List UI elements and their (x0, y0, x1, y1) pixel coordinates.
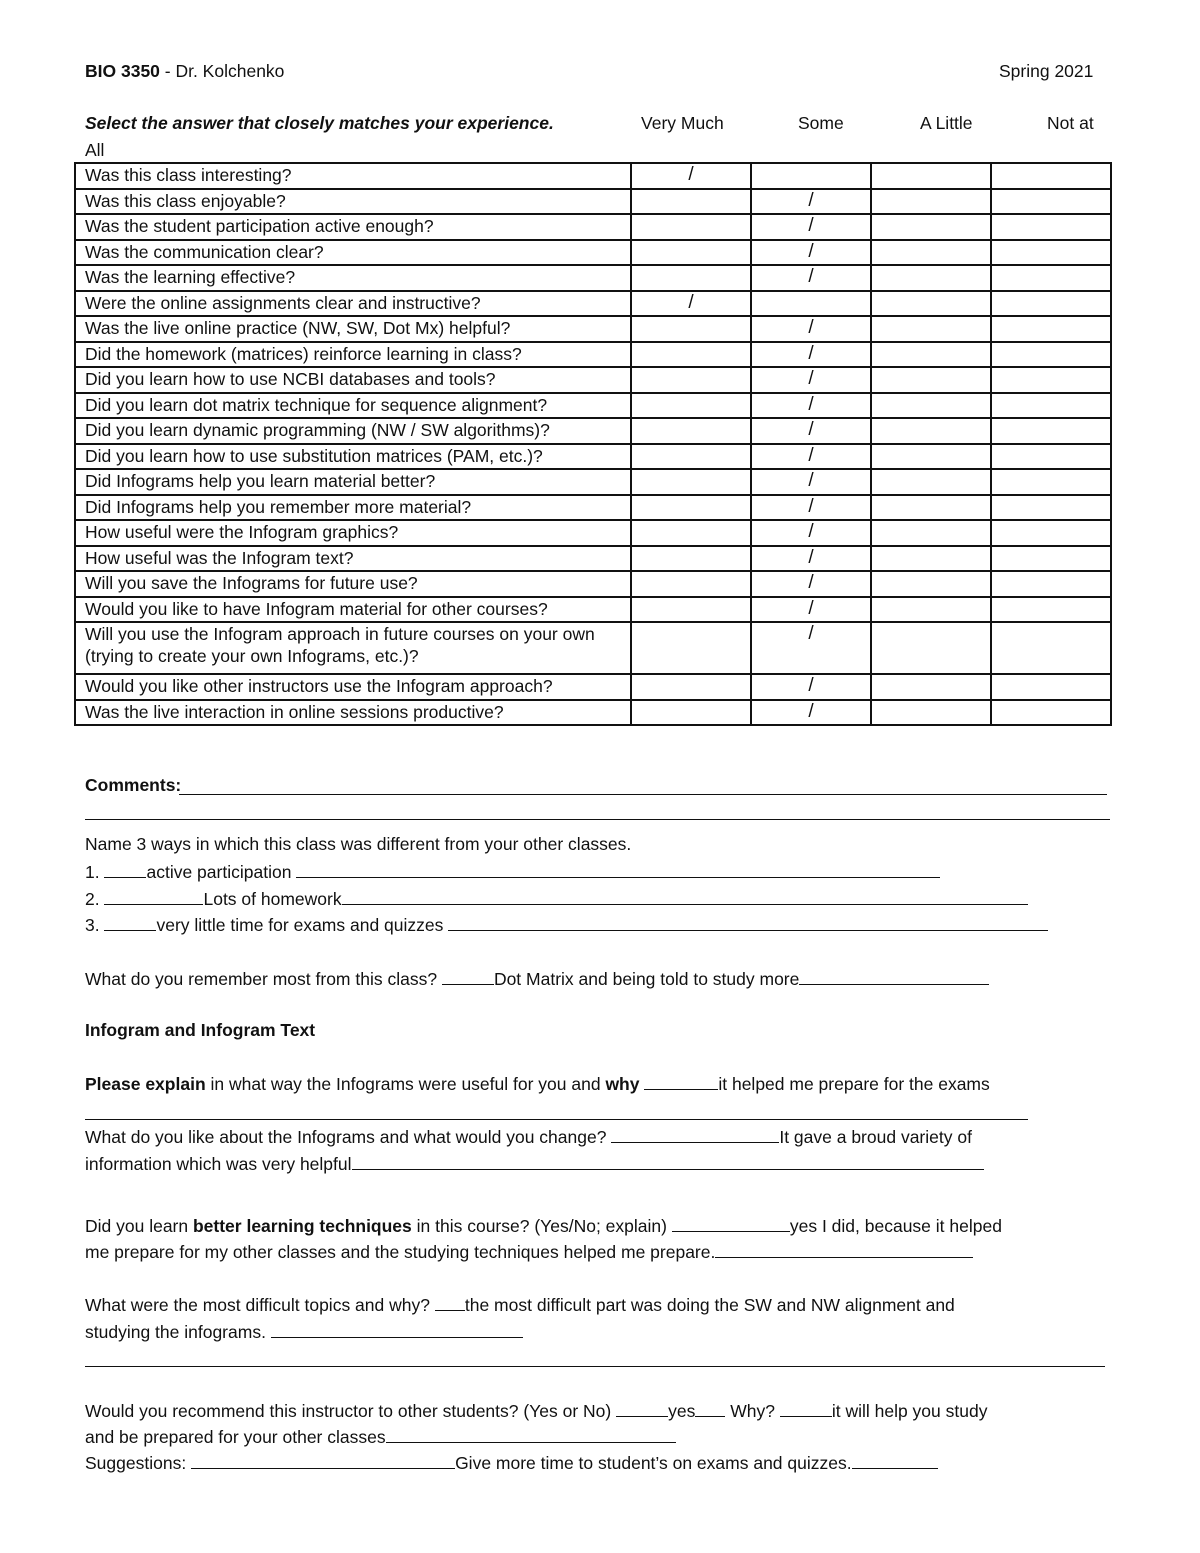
answer-cell-not-at-all[interactable] (991, 214, 1111, 240)
survey-row (75, 444, 1111, 470)
term-label: Spring 2021 (999, 61, 1094, 81)
answer-cell-very-much[interactable] (631, 265, 751, 291)
answer-cell-a-little[interactable] (871, 546, 991, 572)
answer-cell-a-little[interactable] (871, 393, 991, 419)
selection-mark: / (808, 495, 814, 517)
answer-cell-some[interactable] (751, 469, 871, 495)
selection-mark: / (808, 700, 814, 722)
answer-cell-a-little[interactable] (871, 291, 991, 317)
answer-cell-very-much[interactable] (631, 444, 751, 470)
survey-row (75, 393, 1111, 419)
answer-cell-a-little[interactable] (871, 189, 991, 215)
answer-cell-very-much[interactable] (631, 469, 751, 495)
ways-answer-1[interactable]: active participation (146, 862, 292, 882)
suggestions-line (85, 1451, 938, 1474)
survey-row (75, 316, 1111, 342)
difficult-line-3[interactable] (85, 1366, 1105, 1367)
survey-row (75, 367, 1111, 393)
survey-row (75, 163, 1111, 189)
survey-row (75, 700, 1111, 726)
answer-cell-very-much[interactable] (631, 546, 751, 572)
infogram-explain-line: Please explain in what way the Infograms were useful for you and why it helped me prepare for the exams (85, 1074, 990, 1094)
selection-mark: / (808, 393, 814, 415)
selection-mark: / (808, 317, 814, 338)
answer-cell-not-at-all[interactable] (991, 367, 1111, 393)
techniques-answer-2[interactable]: me prepare for my other classes and the studying techniques helped me prepare. (85, 1242, 716, 1262)
answer-cell-very-much[interactable] (631, 163, 751, 189)
answer-cell-not-at-all[interactable] (991, 674, 1111, 700)
answer-cell-some[interactable] (751, 163, 871, 189)
selection-mark: / (808, 342, 814, 364)
techniques-line: Did you learn better learning techniques in this course? (Yes/No; explain) yes I did, because it helped (85, 1216, 1002, 1236)
ways-item-3: 3. very little time for exams and quizzes (85, 913, 1048, 936)
comments-label: Comments: (85, 775, 182, 795)
survey-question: How useful were the Infogram graphics? (75, 520, 631, 546)
answer-cell-not-at-all[interactable] (991, 393, 1111, 419)
remember-prompt: What do you remember most from this class? (85, 969, 438, 989)
infogram-like-line: What do you like about the Infograms and what would you change? It gave a broud variety of (85, 1127, 972, 1147)
difficult-answer-2[interactable]: studying the infograms. (85, 1322, 266, 1342)
answer-cell-a-little[interactable] (871, 240, 991, 266)
answer-cell-not-at-all[interactable] (991, 469, 1111, 495)
survey-question: Did you learn dynamic programming (NW / SW algorithms)? (75, 418, 631, 444)
column-header-overflow: All (85, 140, 105, 160)
answer-cell-some[interactable] (751, 367, 871, 393)
answer-cell-a-little[interactable] (871, 265, 991, 291)
answer-cell-very-much[interactable] (631, 622, 751, 674)
answer-cell-not-at-all[interactable] (991, 189, 1111, 215)
answer-cell-not-at-all[interactable] (991, 622, 1111, 674)
answer-cell-some[interactable] (751, 571, 871, 597)
answer-cell-some[interactable] (751, 316, 871, 342)
answer-cell-some[interactable] (751, 393, 871, 419)
infogram-like-line-2 (85, 1152, 984, 1175)
survey-row (75, 674, 1111, 700)
ways-answer-3[interactable]: very little time for exams and quizzes (156, 915, 444, 935)
answer-cell-some[interactable] (751, 622, 871, 674)
answer-cell-very-much[interactable] (631, 367, 751, 393)
answer-cell-some[interactable] (751, 444, 871, 470)
answer-cell-a-little[interactable] (871, 342, 991, 368)
answer-cell-not-at-all[interactable] (991, 240, 1111, 266)
survey-row (75, 495, 1111, 521)
survey-question: Did you learn how to use substitution matrices (PAM, etc.)? (75, 444, 631, 470)
answer-cell-not-at-all[interactable] (991, 571, 1111, 597)
answer-cell-a-little[interactable] (871, 469, 991, 495)
answer-cell-very-much[interactable] (631, 291, 751, 317)
ways-prompt: Name 3 ways in which this class was different from your other classes. (85, 834, 632, 854)
answer-cell-some[interactable] (751, 342, 871, 368)
answer-cell-a-little[interactable] (871, 622, 991, 674)
selection-mark: / (808, 675, 814, 696)
answer-cell-some[interactable] (751, 214, 871, 240)
answer-cell-not-at-all[interactable] (991, 418, 1111, 444)
comments-line-1[interactable] (179, 794, 1107, 795)
selection-mark: / (808, 597, 814, 619)
survey-row (75, 597, 1111, 623)
infogram-explain-line-2[interactable] (85, 1119, 1028, 1120)
answer-cell-not-at-all[interactable] (991, 265, 1111, 291)
ways-answer-2[interactable]: Lots of homework (203, 889, 342, 909)
selection-mark: / (808, 215, 814, 236)
suggestions-answer[interactable]: Give more time to student’s on exams and quizzes. (455, 1453, 852, 1473)
infogram-heading: Infogram and Infogram Text (85, 1020, 316, 1040)
ways-item-2: 2. Lots of homework (85, 887, 1028, 910)
selection-mark: / (808, 521, 814, 542)
infogram-like-answer-2[interactable]: information which was very helpful (85, 1154, 352, 1174)
survey-question: Was this class enjoyable? (75, 189, 631, 215)
answer-cell-some[interactable] (751, 495, 871, 521)
survey-question: Would you like other instructors use the Infogram approach? (75, 674, 631, 700)
survey-table-body (75, 163, 1111, 725)
answer-cell-a-little[interactable] (871, 418, 991, 444)
recommend-line: Would you recommend this instructor to other students? (Yes or No) yes Why? it will help you study (85, 1401, 988, 1421)
answer-cell-not-at-all[interactable] (991, 342, 1111, 368)
survey-question: Were the online assignments clear and instructive? (75, 291, 631, 317)
infogram-explain-answer[interactable]: it helped me prepare for the exams (718, 1074, 990, 1094)
answer-cell-a-little[interactable] (871, 444, 991, 470)
answer-cell-not-at-all[interactable] (991, 444, 1111, 470)
answer-cell-very-much[interactable] (631, 393, 751, 419)
answer-cell-some[interactable] (751, 597, 871, 623)
survey-row (75, 418, 1111, 444)
answer-cell-a-little[interactable] (871, 316, 991, 342)
column-header-a-little: A Little (920, 113, 973, 133)
survey-question: Was the learning effective? (75, 265, 631, 291)
answer-cell-very-much[interactable] (631, 674, 751, 700)
selection-mark: / (808, 189, 814, 211)
answer-cell-a-little[interactable] (871, 163, 991, 189)
answer-cell-some[interactable] (751, 700, 871, 726)
remember-answer[interactable]: Dot Matrix and being told to study more (493, 969, 800, 989)
survey-question: Was the student participation active enough? (75, 214, 631, 240)
techniques-line-2 (85, 1240, 973, 1263)
answer-cell-not-at-all[interactable] (991, 546, 1111, 572)
answer-cell-a-little[interactable] (871, 571, 991, 597)
difficult-line: What were the most difficult topics and why? the most difficult part was doing the SW and NW alignment and (85, 1295, 955, 1315)
recommend-line-2 (85, 1425, 676, 1448)
survey-row (75, 214, 1111, 240)
remember-line (85, 967, 989, 990)
answer-cell-not-at-all[interactable] (991, 700, 1111, 726)
course-code: BIO 3350 (85, 61, 160, 81)
survey-question: Did Infograms help you learn material better? (75, 469, 631, 495)
survey-row (75, 469, 1111, 495)
survey-question: Was the communication clear? (75, 240, 631, 266)
survey-row (75, 342, 1111, 368)
selection-mark: / (808, 623, 814, 644)
answer-cell-not-at-all[interactable] (991, 520, 1111, 546)
survey-table (74, 162, 1112, 726)
answer-cell-some[interactable] (751, 291, 871, 317)
answer-cell-very-much[interactable] (631, 214, 751, 240)
answer-cell-very-much[interactable] (631, 571, 751, 597)
survey-row (75, 571, 1111, 597)
recommend-why-answer-1[interactable]: it will help you study (831, 1401, 988, 1421)
recommend-why-answer-2[interactable]: and be prepared for your other classes (85, 1427, 386, 1447)
answer-cell-very-much[interactable] (631, 342, 751, 368)
survey-question: Did Infograms help you remember more material? (75, 495, 631, 521)
selection-mark: / (808, 240, 814, 262)
survey-question: Did you learn how to use NCBI databases and tools? (75, 367, 631, 393)
answer-cell-not-at-all[interactable] (991, 291, 1111, 317)
survey-row (75, 240, 1111, 266)
answer-cell-very-much[interactable] (631, 700, 751, 726)
survey-question: Would you like to have Infogram material for other courses? (75, 597, 631, 623)
answer-cell-some[interactable] (751, 240, 871, 266)
answer-cell-not-at-all[interactable] (991, 597, 1111, 623)
answer-cell-very-much[interactable] (631, 495, 751, 521)
answer-cell-very-much[interactable] (631, 316, 751, 342)
survey-row (75, 291, 1111, 317)
answer-cell-not-at-all[interactable] (991, 495, 1111, 521)
suggestions-label: Suggestions: (85, 1453, 187, 1473)
recommend-answer[interactable]: yes (668, 1401, 696, 1421)
instructor-name: - Dr. Kolchenko (159, 61, 285, 81)
column-header-some: Some (798, 113, 844, 133)
answer-cell-a-little[interactable] (871, 674, 991, 700)
answer-cell-some[interactable] (751, 546, 871, 572)
answer-cell-very-much[interactable] (631, 418, 751, 444)
survey-row (75, 520, 1111, 546)
answer-cell-a-little[interactable] (871, 597, 991, 623)
column-header-very-much: Very Much (641, 113, 724, 133)
column-header-not-at-all: Not at (1047, 113, 1094, 133)
answer-cell-a-little[interactable] (871, 700, 991, 726)
answer-cell-some[interactable] (751, 265, 871, 291)
survey-question: Was this class interesting? (75, 163, 631, 189)
answer-cell-a-little[interactable] (871, 520, 991, 546)
infogram-like-answer-1[interactable]: It gave a broud variety of (779, 1127, 972, 1147)
survey-question: Did you learn dot matrix technique for sequence alignment? (75, 393, 631, 419)
page-header (85, 60, 284, 82)
survey-question: Was the live interaction in online sessions productive? (75, 700, 631, 726)
techniques-answer-1[interactable]: yes I did, because it helped (789, 1216, 1002, 1236)
answer-cell-some[interactable] (751, 520, 871, 546)
difficult-answer-1[interactable]: the most difficult part was doing the SW and NW alignment and (464, 1295, 955, 1315)
answer-cell-very-much[interactable] (631, 520, 751, 546)
survey-row (75, 265, 1111, 291)
selection-mark: / (808, 368, 814, 389)
selection-mark: / (808, 470, 814, 491)
answer-cell-a-little[interactable] (871, 214, 991, 240)
selection-mark: / (808, 444, 814, 466)
survey-question: Will you save the Infograms for future use? (75, 571, 631, 597)
selection-mark: / (808, 546, 814, 568)
survey-row (75, 622, 1111, 674)
survey-row (75, 189, 1111, 215)
survey-question: Was the live online practice (NW, SW, Dot Mx) helpful? (75, 316, 631, 342)
selection-mark: / (688, 164, 694, 185)
survey-question: Will you use the Infogram approach in future courses on your own (trying to create your own Infograms, etc.)? (75, 622, 631, 674)
survey-instruction: Select the answer that closely matches your experience. (85, 113, 554, 133)
answer-cell-some[interactable] (751, 189, 871, 215)
answer-cell-not-at-all[interactable] (991, 163, 1111, 189)
answer-cell-some[interactable] (751, 418, 871, 444)
answer-cell-not-at-all[interactable] (991, 316, 1111, 342)
answer-cell-some[interactable] (751, 674, 871, 700)
selection-mark: / (808, 266, 814, 287)
survey-row (75, 546, 1111, 572)
selection-mark: / (808, 419, 814, 440)
comments-line-2[interactable] (85, 819, 1110, 820)
answer-cell-very-much[interactable] (631, 240, 751, 266)
answer-cell-very-much[interactable] (631, 189, 751, 215)
selection-mark: / (808, 572, 814, 593)
survey-question: Did the homework (matrices) reinforce learning in class? (75, 342, 631, 368)
difficult-line-2 (85, 1320, 523, 1343)
answer-cell-a-little[interactable] (871, 495, 991, 521)
survey-question: How useful was the Infogram text? (75, 546, 631, 572)
answer-cell-a-little[interactable] (871, 367, 991, 393)
ways-item-1: 1. active participation (85, 860, 940, 883)
selection-mark: / (688, 291, 694, 313)
answer-cell-very-much[interactable] (631, 597, 751, 623)
